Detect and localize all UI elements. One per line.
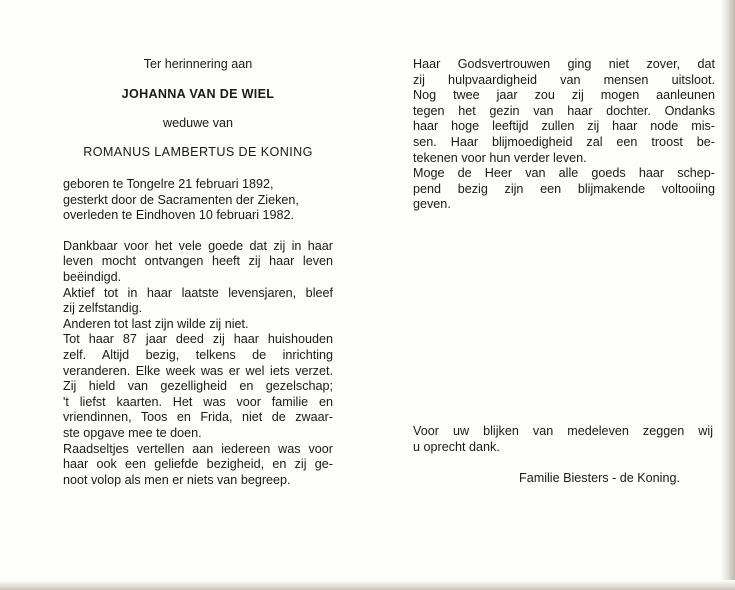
thanks-line: Voor uw blijken van medeleven zeggen wij: [413, 424, 713, 438]
text-line: haar hoge leeftijd zullen zij haar node mis-: [413, 119, 715, 134]
text-line: Zij hield van gezelligheid en gezelschap;: [63, 379, 333, 394]
text-line: geven.: [413, 197, 451, 212]
text-line: 't liefst kaarten. Het was voor familie en: [63, 394, 333, 409]
text-line: Tot haar 87 jaar deed zij haar huishouden: [63, 332, 333, 347]
deceased-name: JOHANNA VAN DE WIEL: [121, 87, 275, 101]
intro-line: Ter herinnering aan: [143, 57, 253, 71]
thanks-line: u oprecht dank.: [413, 439, 500, 454]
husband-name: ROMANUS LAMBERTUS DE KONING: [83, 145, 313, 159]
text-line: Moge de Heer van alle goeds haar schep-: [413, 166, 715, 181]
text-line: veranderen. Elke week was er wel iets verzet.: [63, 363, 333, 378]
right-column: [413, 57, 715, 213]
relation-line: weduwe van: [162, 116, 233, 130]
text-line: zelf. Altijd bezig, telkens de inrichting: [63, 347, 333, 362]
text-line: ste opgave mee te doen.: [63, 425, 202, 440]
card-bottom-shadow: [0, 580, 735, 590]
text-line: Haar Godsvertrouwen ging niet zover, dat: [413, 57, 715, 71]
text-line: tegen het gezin van haar dochter. Ondanks: [413, 103, 715, 118]
text-line: Anderen tot last zijn wilde zij niet.: [63, 316, 249, 331]
faith-text: [413, 57, 715, 213]
text-line: Aktief tot in haar laatste levensjaren, bleef: [63, 285, 333, 300]
text-line: Nog twee jaar zou zij mogen aanleunen: [413, 88, 715, 103]
text-line: Dankbaar voor het vele goede dat zij in haar: [63, 238, 333, 253]
family-signature: Familie Biesters - de Koning.: [519, 471, 680, 485]
text-line: zij hulpvaardigheid van mensen uitsloot.: [413, 72, 715, 87]
left-column: [63, 57, 333, 488]
death-line: overleden te Eindhoven 10 februari 1982.: [63, 208, 295, 223]
text-line: vriendinnen, Toos en Frida, niet de zwaar-: [63, 410, 333, 425]
dates-block: [63, 177, 333, 224]
thanks-text: [413, 424, 713, 455]
text-line: noot volop als men er niets van begreep.: [63, 472, 291, 487]
text-line: sen. Haar blijmoedigheid zal een troost be-: [413, 134, 715, 149]
text-line: pend bezig zijn een blijmakende voltooiing: [413, 181, 715, 196]
text-line: Raadseltjes vertellen aan iedereen was voor: [63, 441, 333, 456]
card-edge-shadow: [721, 0, 735, 590]
birth-line: geboren te Tongelre 21 februari 1892,: [63, 177, 274, 191]
biography-text: [63, 239, 333, 489]
text-line: tekenen voor hun verder leven.: [413, 150, 587, 165]
sacrament-line: gesterkt door de Sacramenten der Zieken,: [63, 192, 299, 207]
text-line: leven mocht ontvangen heeft zij haar leven: [63, 254, 333, 269]
text-line: haar ook een geliefde bezigheid, en zij ge-: [63, 457, 333, 472]
text-line: beëindigd.: [63, 269, 122, 284]
text-line: zij zelfstandig.: [63, 301, 143, 316]
